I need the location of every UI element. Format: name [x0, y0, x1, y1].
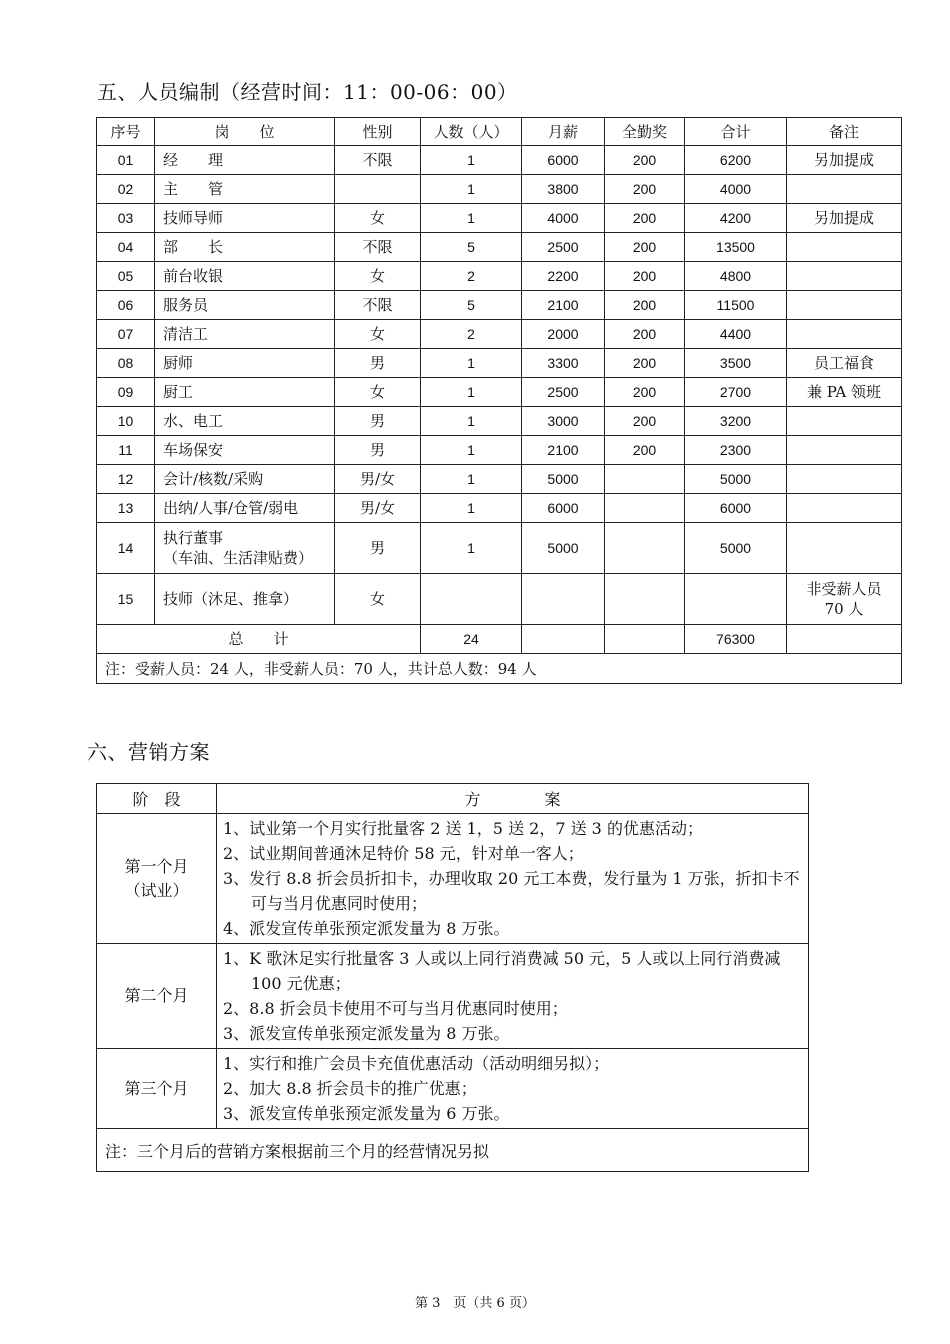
marketing-stage: 第一个月 （试业）	[97, 814, 217, 944]
staff-cell-row-total: 5000	[685, 523, 787, 574]
staff-cell-headcount: 1	[421, 146, 522, 175]
staff-cell-attendance-bonus: 200	[605, 204, 685, 233]
section5-title: 五、人员编制（经营时间：11：00-06：00）	[97, 80, 518, 104]
staff-cell-row-number: 04	[97, 233, 155, 262]
staff-row	[97, 146, 902, 175]
staff-total-row	[97, 625, 902, 654]
marketing-plan-item: 1、实行和推广会员卡充值优惠活动（活动明细另拟）；	[223, 1054, 610, 1073]
staff-cell-gender: 女	[335, 262, 421, 291]
staff-cell-headcount: 1	[421, 349, 522, 378]
staff-cell-row-number: 09	[97, 378, 155, 407]
marketing-table	[96, 783, 809, 1172]
staff-cell-attendance-bonus	[605, 523, 685, 574]
staff-cell-row-number: 03	[97, 204, 155, 233]
staff-cell-position: 厨师	[155, 349, 335, 378]
staff-note: 注：受薪人员：24 人，非受薪人员：70 人，共计总人数：94 人	[97, 654, 902, 684]
staff-cell-row-total: 2700	[685, 378, 787, 407]
staff-cell-attendance-bonus: 200	[605, 233, 685, 262]
staff-cell-position: 厨工	[155, 378, 335, 407]
staff-cell-row-number: 13	[97, 494, 155, 523]
staff-cell-row-number: 15	[97, 574, 155, 625]
staff-cell-remark	[787, 407, 902, 436]
staff-cell-remark	[787, 291, 902, 320]
staff-cell-remark	[787, 262, 902, 291]
staff-cell-row-total: 2300	[685, 436, 787, 465]
staff-row	[97, 233, 902, 262]
staff-row	[97, 574, 902, 625]
staff-row	[97, 407, 902, 436]
staff-note-row	[97, 654, 902, 684]
staff-cell-headcount: 1	[421, 378, 522, 407]
staff-cell-headcount: 1	[421, 436, 522, 465]
staff-cell-remark	[787, 436, 902, 465]
staff-cell-headcount: 5	[421, 233, 522, 262]
staff-cell-gender: 男	[335, 349, 421, 378]
marketing-stage: 第三个月	[97, 1049, 217, 1129]
staff-cell-gender: 男/女	[335, 465, 421, 494]
marketing-plan-item: 2、试业期间普通沐足特价 58 元，针对单一客人；	[223, 844, 584, 863]
staff-row	[97, 378, 902, 407]
staff-cell-headcount: 2	[421, 320, 522, 349]
staff-cell-monthly-salary	[522, 574, 605, 625]
marketing-header-stage: 阶 段	[97, 784, 217, 814]
staff-cell-position: 技师导师	[155, 204, 335, 233]
staff-cell-monthly-salary: 6000	[522, 494, 605, 523]
marketing-body	[97, 814, 809, 1129]
marketing-stage: 第二个月	[97, 944, 217, 1049]
staff-cell-attendance-bonus: 200	[605, 175, 685, 204]
staff-cell-monthly-salary: 2100	[522, 436, 605, 465]
staff-cell-attendance-bonus	[605, 465, 685, 494]
staff-cell-row-number: 10	[97, 407, 155, 436]
staff-cell-gender	[335, 175, 421, 204]
staff-cell-remark: 另加提成	[787, 146, 902, 175]
staff-cell-row-number: 12	[97, 465, 155, 494]
staff-cell-row-total: 6000	[685, 494, 787, 523]
marketing-plan	[217, 944, 809, 1049]
staff-cell-gender: 男	[335, 436, 421, 465]
staff-cell-headcount: 1	[421, 465, 522, 494]
staff-row	[97, 204, 902, 233]
marketing-plan-item: 3、派发宣传单张预定派发量为 8 万张。	[223, 1024, 510, 1043]
staff-cell-attendance-bonus: 200	[605, 436, 685, 465]
staff-header-row	[97, 118, 902, 146]
staff-cell-headcount: 1	[421, 523, 522, 574]
staff-cell-monthly-salary: 3300	[522, 349, 605, 378]
staff-cell-attendance-bonus: 200	[605, 146, 685, 175]
staff-cell-position: 部 长	[155, 233, 335, 262]
marketing-plan-item: 2、8.8 折会员卡使用不可与当月优惠同时使用；	[223, 999, 568, 1018]
staff-cell-monthly-salary: 2000	[522, 320, 605, 349]
staff-cell-gender: 女	[335, 204, 421, 233]
marketing-plan-item: 3、发行 8.8 折会员折扣卡，办理收取 20 元工本费，发行量为 1 万张，折扣卡不可与当月优惠同时使用；	[223, 869, 800, 913]
staff-cell-row-total: 6200	[685, 146, 787, 175]
marketing-row	[97, 944, 809, 1049]
total-empty-bonus	[605, 625, 685, 654]
staff-cell-position: 主 管	[155, 175, 335, 204]
staff-header-cell: 月薪	[522, 118, 605, 146]
staff-cell-row-total: 5000	[685, 465, 787, 494]
staff-cell-row-number: 11	[97, 436, 155, 465]
staff-cell-attendance-bonus	[605, 574, 685, 625]
staff-header-cell: 备注	[787, 118, 902, 146]
section6-title: 六、营销方案	[87, 740, 210, 764]
staff-cell-attendance-bonus: 200	[605, 320, 685, 349]
staff-cell-position: 出纳/人事/仓管/弱电	[155, 494, 335, 523]
staff-cell-gender: 男	[335, 523, 421, 574]
staff-cell-row-number: 02	[97, 175, 155, 204]
staff-body	[97, 146, 902, 625]
staff-cell-row-number: 07	[97, 320, 155, 349]
staff-cell-remark	[787, 494, 902, 523]
staff-cell-position: 车场保安	[155, 436, 335, 465]
staff-cell-row-total: 13500	[685, 233, 787, 262]
marketing-plan-item: 2、加大 8.8 折会员卡的推广优惠；	[223, 1079, 477, 1098]
staff-cell-gender: 女	[335, 574, 421, 625]
staff-row	[97, 494, 902, 523]
staff-row	[97, 349, 902, 378]
staff-cell-headcount	[421, 574, 522, 625]
marketing-header-row	[97, 784, 809, 814]
staff-cell-monthly-salary: 3000	[522, 407, 605, 436]
staff-row	[97, 320, 902, 349]
total-empty-note	[787, 625, 902, 654]
staff-cell-attendance-bonus: 200	[605, 291, 685, 320]
staff-cell-gender: 女	[335, 320, 421, 349]
staff-cell-row-number: 08	[97, 349, 155, 378]
staff-cell-headcount: 1	[421, 204, 522, 233]
staff-cell-headcount: 5	[421, 291, 522, 320]
staff-cell-remark	[787, 523, 902, 574]
staff-row	[97, 175, 902, 204]
staff-row	[97, 436, 902, 465]
staff-table	[96, 117, 902, 684]
total-people: 24	[421, 625, 522, 654]
staff-cell-attendance-bonus: 200	[605, 349, 685, 378]
staff-cell-attendance-bonus: 200	[605, 378, 685, 407]
staff-cell-monthly-salary: 2200	[522, 262, 605, 291]
staff-cell-monthly-salary: 6000	[522, 146, 605, 175]
total-sum: 76300	[685, 625, 787, 654]
staff-cell-remark: 兼 PA 领班	[787, 378, 902, 407]
staff-cell-row-number: 05	[97, 262, 155, 291]
staff-cell-gender: 男/女	[335, 494, 421, 523]
staff-cell-remark: 另加提成	[787, 204, 902, 233]
staff-cell-position: 清洁工	[155, 320, 335, 349]
staff-cell-position: 会计/核数/采购	[155, 465, 335, 494]
staff-row	[97, 523, 902, 574]
marketing-plan	[217, 814, 809, 944]
staff-header-cell: 合计	[685, 118, 787, 146]
staff-cell-attendance-bonus: 200	[605, 407, 685, 436]
staff-cell-headcount: 2	[421, 262, 522, 291]
staff-cell-remark: 员工福食	[787, 349, 902, 378]
staff-cell-remark	[787, 175, 902, 204]
staff-cell-remark	[787, 320, 902, 349]
marketing-row	[97, 814, 809, 944]
staff-header-cell: 人数（人）	[421, 118, 522, 146]
staff-cell-monthly-salary: 3800	[522, 175, 605, 204]
staff-cell-monthly-salary: 4000	[522, 204, 605, 233]
staff-cell-row-number: 01	[97, 146, 155, 175]
marketing-note-row	[97, 1129, 809, 1172]
staff-cell-gender: 不限	[335, 233, 421, 262]
marketing-plan-item: 4、派发宣传单张预定派发量为 8 万张。	[223, 919, 510, 938]
staff-cell-headcount: 1	[421, 494, 522, 523]
staff-cell-row-number: 06	[97, 291, 155, 320]
staff-cell-remark: 非受薪人员 70 人	[787, 574, 902, 625]
marketing-header-plan: 方 案	[217, 784, 809, 814]
total-label: 总 计	[97, 625, 421, 654]
staff-cell-gender: 女	[335, 378, 421, 407]
marketing-plan	[217, 1049, 809, 1129]
staff-cell-monthly-salary: 5000	[522, 465, 605, 494]
staff-cell-remark	[787, 233, 902, 262]
staff-cell-position: 前台收银	[155, 262, 335, 291]
staff-cell-position: 技师（沐足、推拿）	[155, 574, 335, 625]
marketing-note: 注：三个月后的营销方案根据前三个月的经营情况另拟	[97, 1129, 809, 1172]
marketing-plan-item: 1、K 歌沐足实行批量客 3 人或以上同行消费减 50 元，5 人或以上同行消费减 100 元优惠；	[223, 949, 781, 993]
staff-row	[97, 465, 902, 494]
staff-cell-row-total: 4200	[685, 204, 787, 233]
staff-cell-position: 执行董事 （车油、生活津贴费）	[155, 523, 335, 574]
staff-cell-position: 服务员	[155, 291, 335, 320]
staff-header-cell: 性别	[335, 118, 421, 146]
staff-cell-row-total: 4400	[685, 320, 787, 349]
staff-header-cell: 全勤奖	[605, 118, 685, 146]
staff-cell-monthly-salary: 2500	[522, 378, 605, 407]
staff-cell-monthly-salary: 2500	[522, 233, 605, 262]
marketing-row	[97, 1049, 809, 1129]
staff-cell-headcount: 1	[421, 407, 522, 436]
staff-cell-gender: 男	[335, 407, 421, 436]
marketing-plan-item: 3、派发宣传单张预定派发量为 6 万张。	[223, 1104, 510, 1123]
staff-cell-position: 经 理	[155, 146, 335, 175]
staff-row	[97, 262, 902, 291]
staff-cell-gender: 不限	[335, 291, 421, 320]
total-empty-salary	[522, 625, 605, 654]
staff-row	[97, 291, 902, 320]
staff-cell-row-total: 11500	[685, 291, 787, 320]
staff-cell-remark	[787, 465, 902, 494]
staff-cell-gender: 不限	[335, 146, 421, 175]
staff-cell-monthly-salary: 5000	[522, 523, 605, 574]
marketing-plan-item: 1、试业第一个月实行批量客 2 送 1，5 送 2，7 送 3 的优惠活动；	[223, 819, 703, 838]
staff-cell-attendance-bonus	[605, 494, 685, 523]
staff-cell-headcount: 1	[421, 175, 522, 204]
staff-cell-attendance-bonus: 200	[605, 262, 685, 291]
staff-cell-row-total: 3200	[685, 407, 787, 436]
staff-cell-position: 水、电工	[155, 407, 335, 436]
staff-header-cell: 岗 位	[155, 118, 335, 146]
staff-header-cell: 序号	[97, 118, 155, 146]
staff-cell-row-total: 4800	[685, 262, 787, 291]
staff-cell-row-number: 14	[97, 523, 155, 574]
staff-cell-row-total: 3500	[685, 349, 787, 378]
staff-cell-row-total	[685, 574, 787, 625]
staff-cell-row-total: 4000	[685, 175, 787, 204]
staff-cell-monthly-salary: 2100	[522, 291, 605, 320]
page-footer: 第 3 页（共 6 页）	[415, 1296, 535, 1311]
